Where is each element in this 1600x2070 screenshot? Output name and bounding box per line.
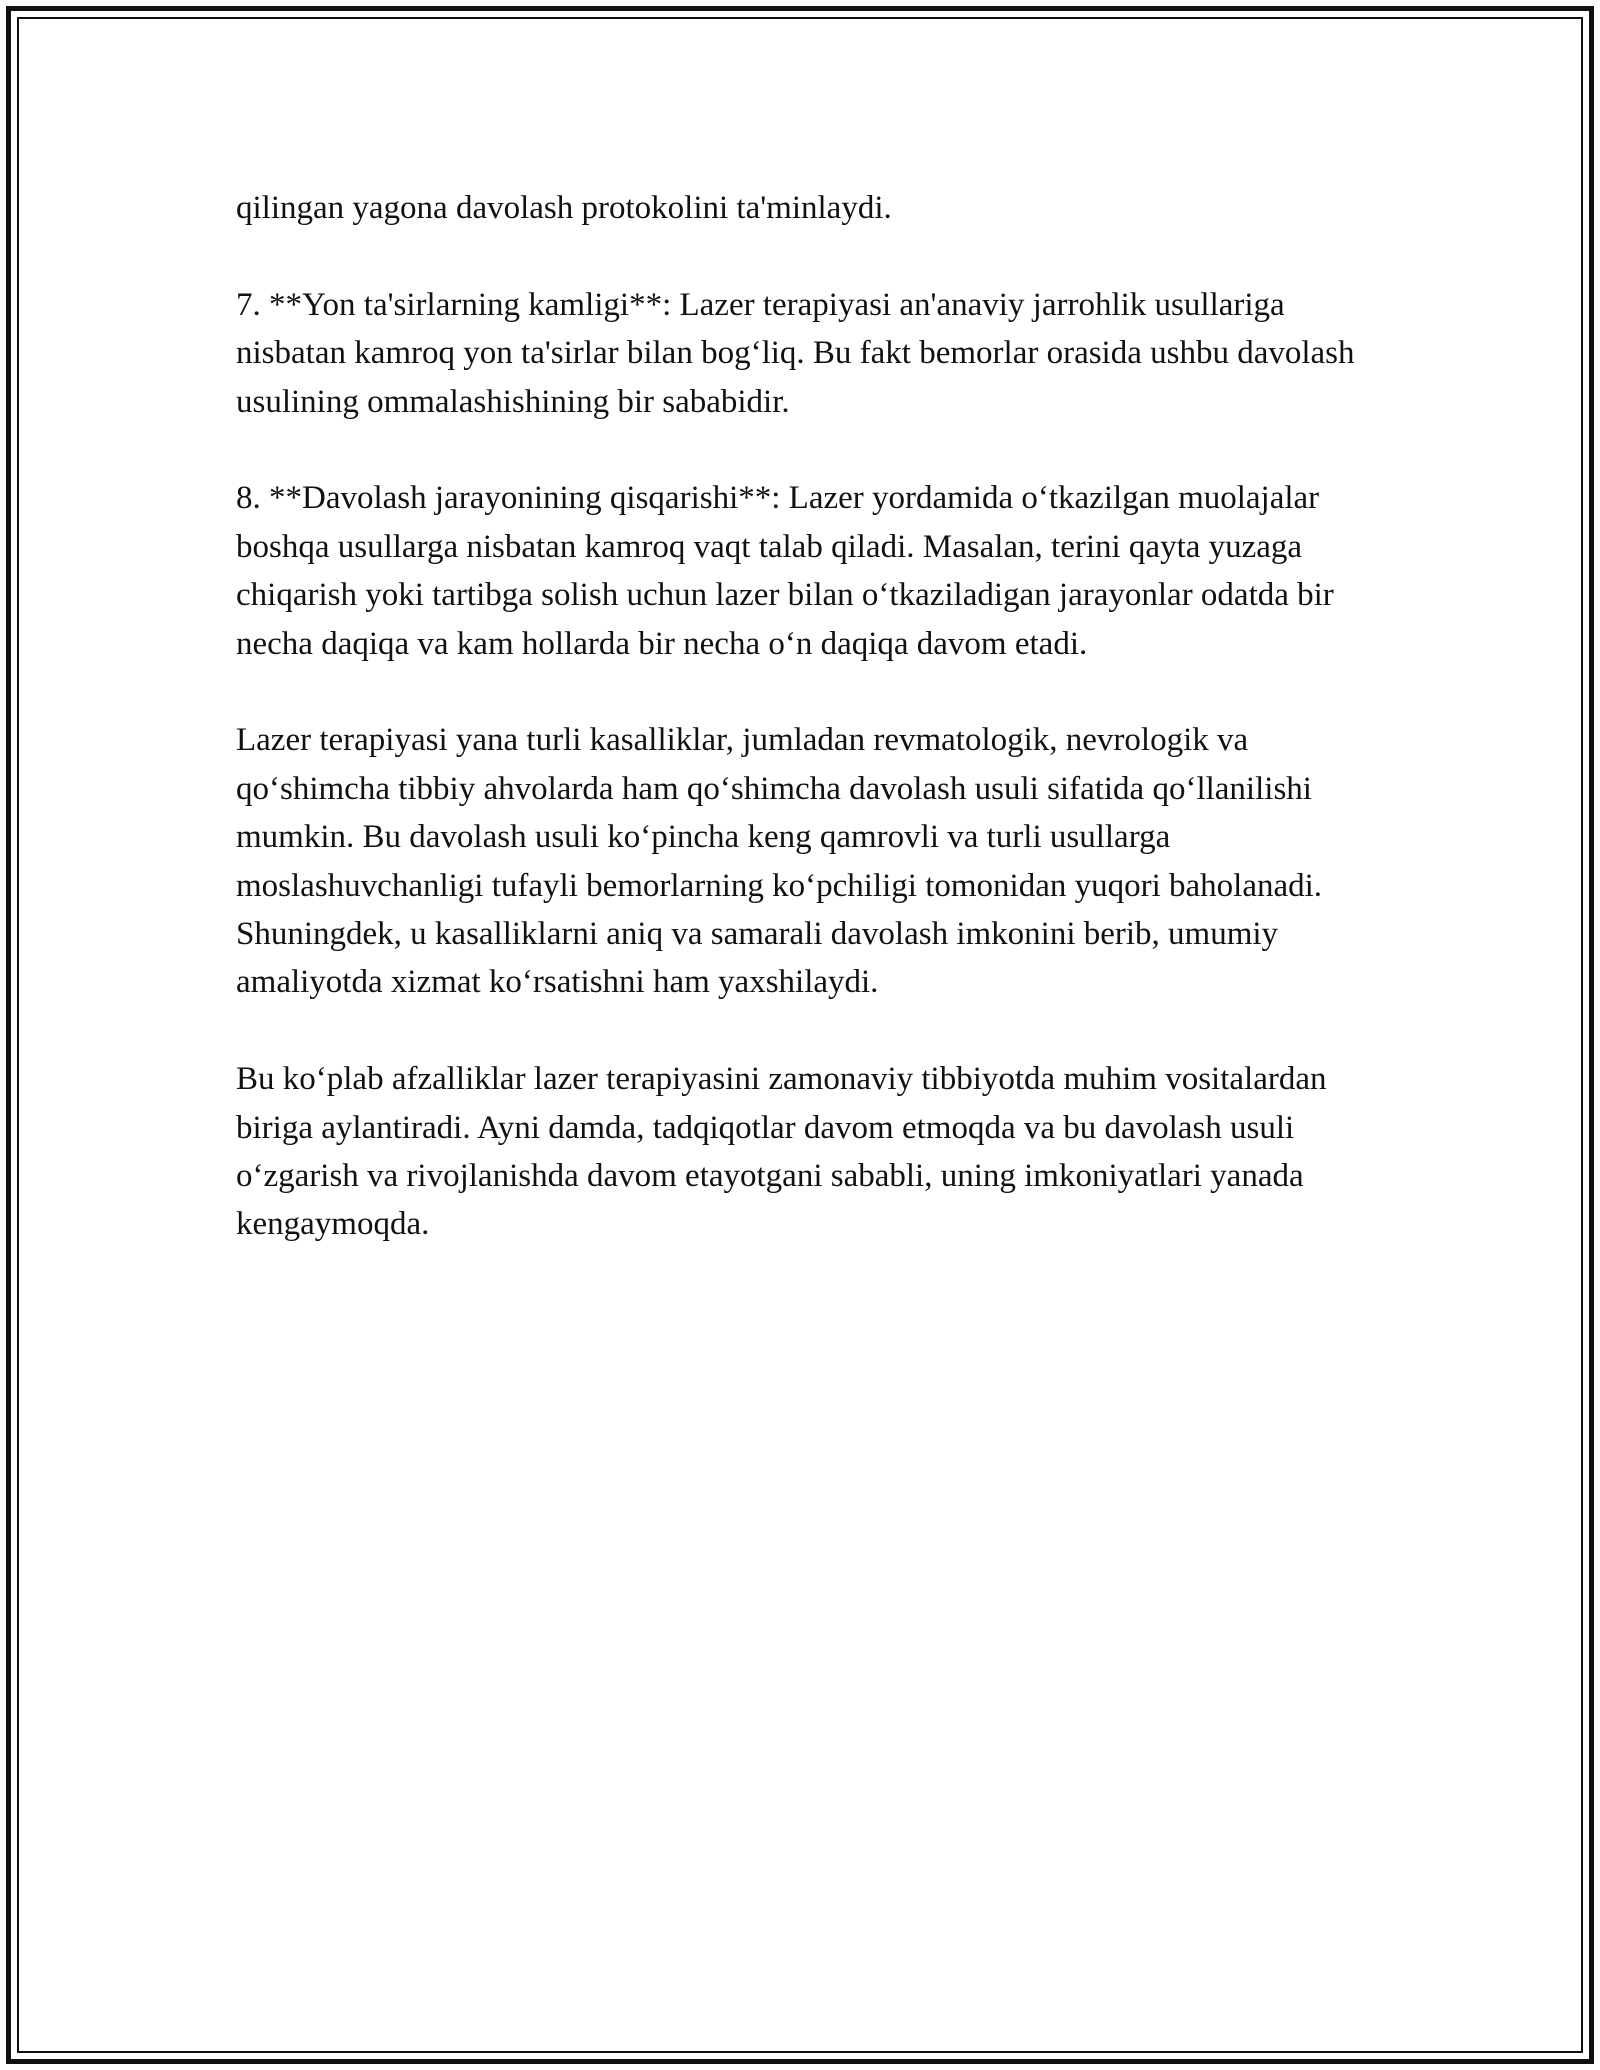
paragraph-item-7: 7. **Yon ta'sirlarning kamligi**: Lazer terapiyasi an'anaviy jarrohlik usullariga nisbatan kamroq yon ta'sirlar bilan bog‘liq. Bu fakt bemorlar orasida ushbu davolash usulining ommalashishining bir sababidir. [236,286,1355,420]
paragraph-applications: Lazer terapiyasi yana turli kasalliklar, jumladan revmatologik, nevrologik va qo‘shimcha tibbiy ahvolarda ham qo‘shimcha davolash usuli sifatida qo‘llanilishi mumkin. Bu davolash usuli ko‘pincha keng qamrovli va turli usullarga moslashuvchanligi tufayli bemorlarning ko‘pchiligi tomonidan yuqori baholanadi. Shuningdek, u kasalliklarni aniq va samarali davolash imkonini berib, umumiy amaliyotda xizmat ko‘rsatishni ham yaxshilaydi. [236,722,1323,1001]
document-body [236,184,1386,1249]
paragraph-item-8: 8. **Davolash jarayonining qisqarishi**: Lazer yordamida o‘tkazilgan muolajalar boshqa usullarga nisbatan kamroq vaqt talab qiladi. Masalan, terini qayta yuzaga chiqarish yoki tartibga solish uchun lazer bilan o‘tkaziladigan jarayonlar odatda bir necha daqiqa va kam hollarda bir necha o‘n daqiqa davom etadi. [236,480,1334,662]
paragraph-conclusion: Bu ko‘plab afzalliklar lazer terapiyasini zamonaviy tibbiyotda muhim vositalardan biriga aylantiradi. Ayni damda, tadqiqotlar davom etmoqda va bu davolash usuli o‘zgarish va rivojlanishda davom etayotgani sababli, uning imkoniyatlari yanada kengaymoqda. [236,1061,1327,1243]
paragraph-continuation: qilingan yagona davolash protokolini ta'minlaydi. [236,190,892,226]
